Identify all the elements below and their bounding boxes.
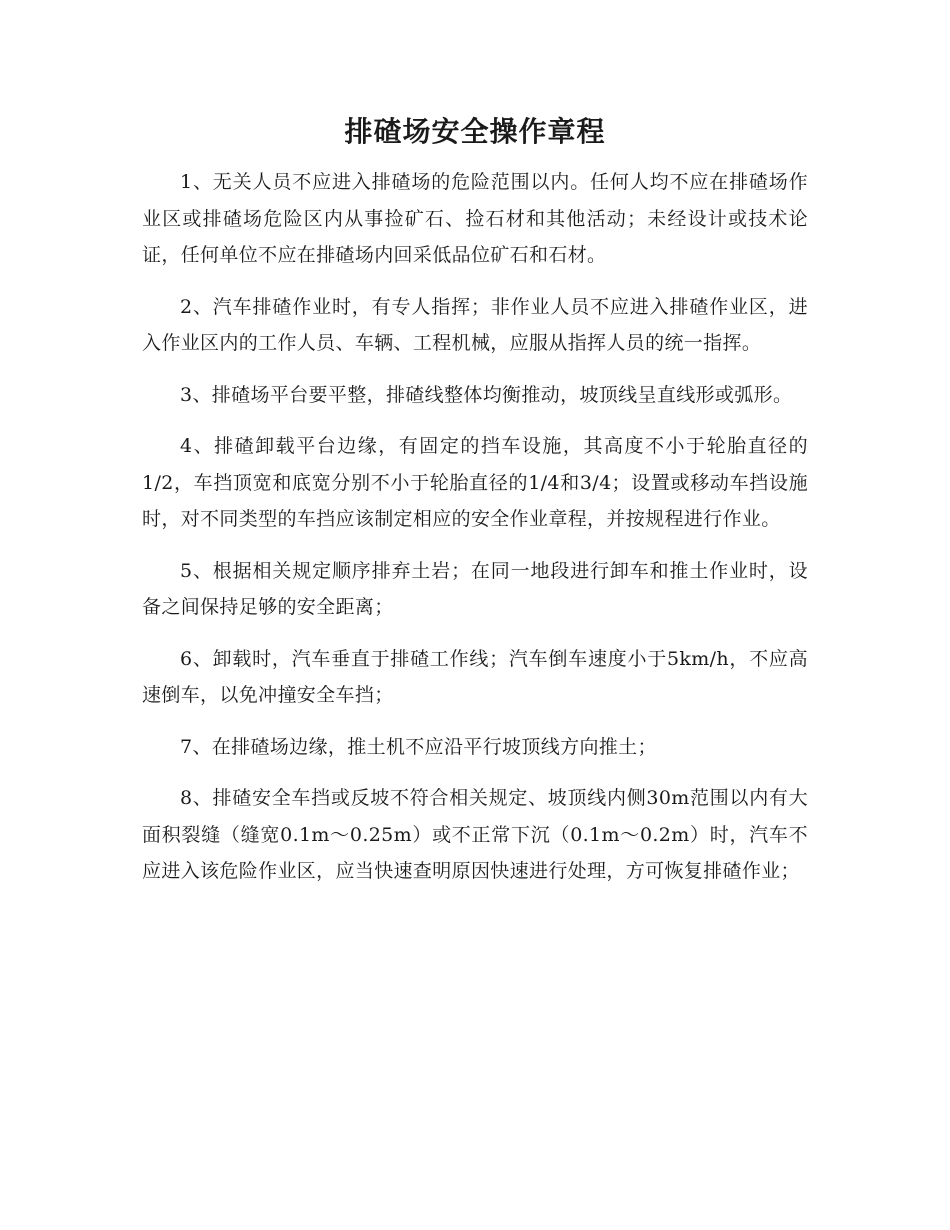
paragraph-8: 8、排碴安全车挡或反坡不符合相关规定、坡顶线内侧30m范围以内有大面积裂缝（缝宽0.1m～0.25m）或不正常下沉（0.1m～0.2m）时，汽车不应进入该危险作业区，应当快速查明原因快速进行处理，方可恢复排碴作业；: [142, 787, 808, 882]
paragraph-4: 4、排碴卸载平台边缘，有固定的挡车设施，其高度不小于轮胎直径的1/2，车挡顶宽和底宽分别不小于轮胎直径的1/4和3/4；设置或移动车挡设施时，对不同类型的车挡应该制定相应的安全作业章程，并按规程进行作业。: [142, 435, 808, 530]
paragraph-7: 7、在排碴场边缘，推土机不应沿平行坡顶线方向推土；: [180, 735, 657, 758]
paragraph-6: 6、卸载时，汽车垂直于排碴工作线；汽车倒车速度小于5km/h，不应高速倒车，以免冲撞安全车挡；: [142, 647, 808, 706]
page-title: 排碴场安全操作章程: [344, 115, 606, 148]
paragraph-5: 5、根据相关规定顺序排弃土岩；在同一地段进行卸车和推土作业时，设备之间保持足够的安全距离；: [142, 559, 808, 618]
paragraph-2: 2、汽车排碴作业时，有专人指挥；非作业人员不应进入排碴作业区，进入作业区内的工作人员、车辆、工程机械，应服从指挥人员的统一指挥。: [142, 295, 808, 354]
paragraph-3: 3、排碴场平台要平整，排碴线整体均衡推动，坡顶线呈直线形或弧形。: [180, 383, 793, 406]
paragraph-1: 1、无关人员不应进入排碴场的危险范围以内。任何人均不应在排碴场作业区或排碴场危险区内从事捡矿石、捡石材和其他活动；未经设计或技术论证，任何单位不应在排碴场内回采低品位矿石和石材。: [142, 171, 808, 266]
